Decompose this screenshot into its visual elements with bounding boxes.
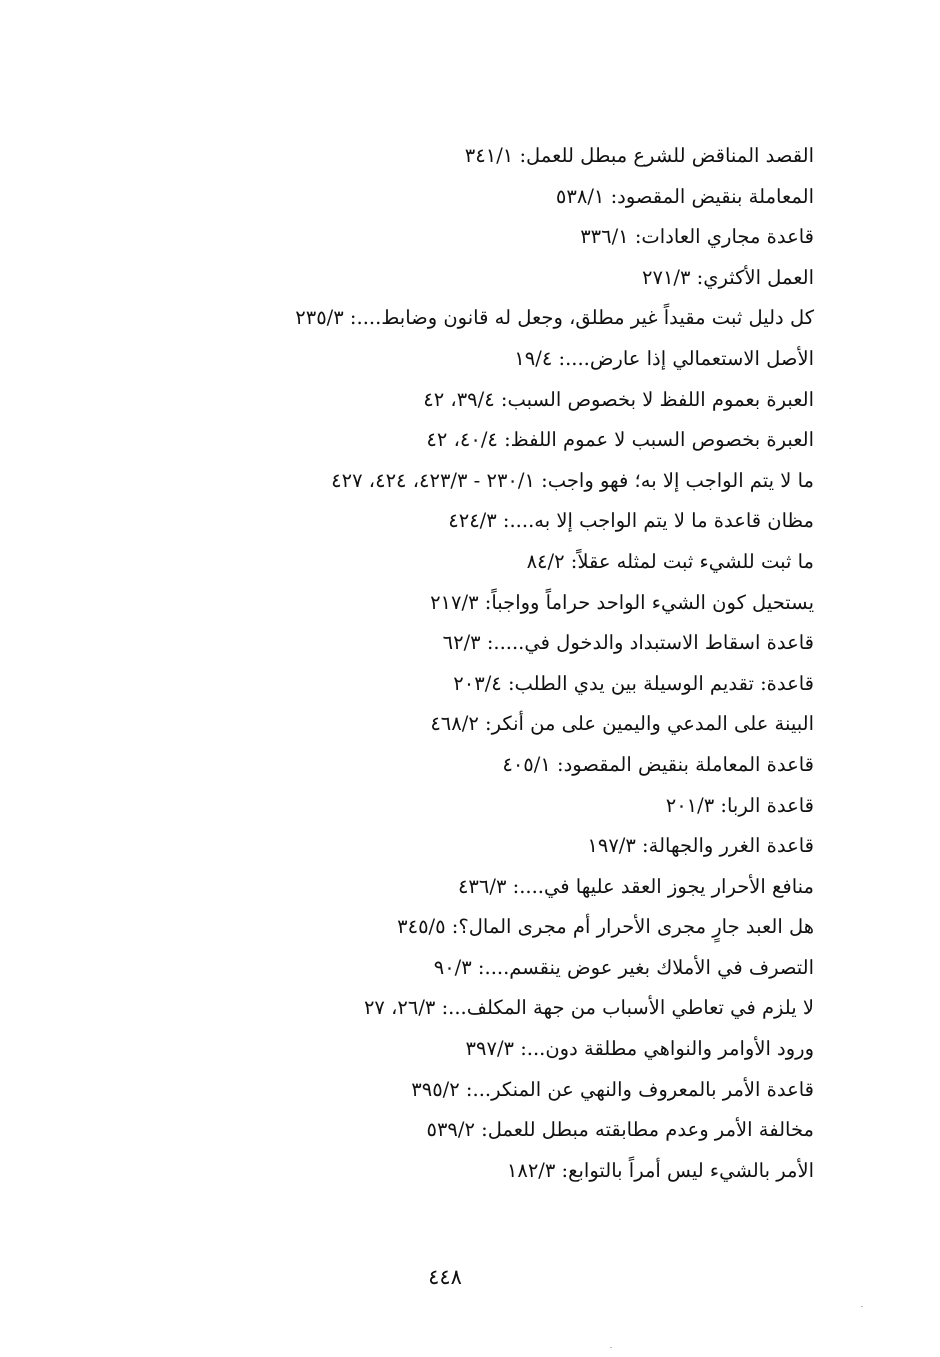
scan-speck [610,1347,612,1348]
index-entry: قاعدة المعاملة بنقيض المقصود: ٤٠٥/١ [502,752,814,776]
index-entry: هل العبد جارٍ مجرى الأحرار أم مجرى المال؟: ٣٤٥/٥ [397,915,814,939]
index-entry: قاعدة: تقديم الوسيلة بين يدي الطلب: ٢٠٣/٤ [453,671,814,695]
index-entry: منافع الأحرار يجوز العقد عليها في....: ٤٣٦/٣ [457,874,814,898]
index-entry: البينة على المدعي واليمين على من أنكر: ٤٦٨/٢ [430,712,814,736]
index-entry: المعاملة بنقيض المقصود: ٥٣٨/١ [555,184,814,208]
index-entry: ما لا يتم الواجب إلا به؛ فهو واجب: ٢٣٠/١ - ٤٢٣/٣، ٤٢٤، ٤٢٧ [331,468,814,492]
page-number: ٤٤٨ [428,1265,462,1289]
index-entry: قاعدة الغرر والجهالة: ١٩٧/٣ [587,834,814,858]
index-entry: الأصل الاستعمالي إذا عارض....: ١٩/٤ [514,346,814,370]
index-entry: قاعدة مجاري العادات: ٣٣٦/١ [580,225,814,249]
index-entry: الأمر بالشيء ليس أمراً بالتوابع: ١٨٢/٣ [506,1158,814,1182]
index-list [254,136,814,1191]
index-entry: مخالفة الأمر وعدم مطابقته مبطل للعمل: ٥٣٩/٢ [426,1118,814,1142]
index-entry: كل دليل ثبت مقيداً غير مطلق، وجعل له قانون وضابط....: ٢٣٥/٣ [295,306,814,330]
index-entry: التصرف في الأملاك بغير عوض ينقسم....: ٩٠/٣ [433,955,814,979]
index-entry: العمل الأكثري: ٢٧١/٣ [642,265,814,289]
index-entry: قاعدة الربا: ٢٠١/٣ [665,793,814,817]
index-entry: العبرة بخصوص السبب لا عموم اللفظ: ٤٠/٤، ٤٢ [426,428,814,452]
index-entry: لا يلزم في تعاطي الأسباب من جهة المكلف...: ٢٦/٣، ٢٧ [363,996,814,1020]
scan-speck [861,1306,863,1307]
index-entry: القصد المناقض للشرع مبطل للعمل: ٣٤١/١ [464,144,814,167]
index-entry: قاعدة الأمر بالمعروف والنهي عن المنكر...: ٣٩٥/٢ [411,1077,814,1101]
index-entry: قاعدة اسقاط الاستبداد والدخول في.....: ٦٢/٣ [442,631,814,655]
index-entry: العبرة بعموم اللفظ لا بخصوص السبب: ٣٩/٤، ٤٢ [423,387,814,411]
index-entry: ما ثبت للشيء ثبت لمثله عقلاً: ٨٤/٢ [526,549,814,573]
index-entry: مظان قاعدة ما لا يتم الواجب إلا به....: ٤٢٤/٣ [448,509,814,533]
index-entry: ورود الأوامر والنواهي مطلقة دون...: ٣٩٧/٣ [465,1037,814,1061]
index-entry: يستحيل كون الشيء الواحد حراماً وواجباً: ٢١٧/٣ [430,590,814,614]
